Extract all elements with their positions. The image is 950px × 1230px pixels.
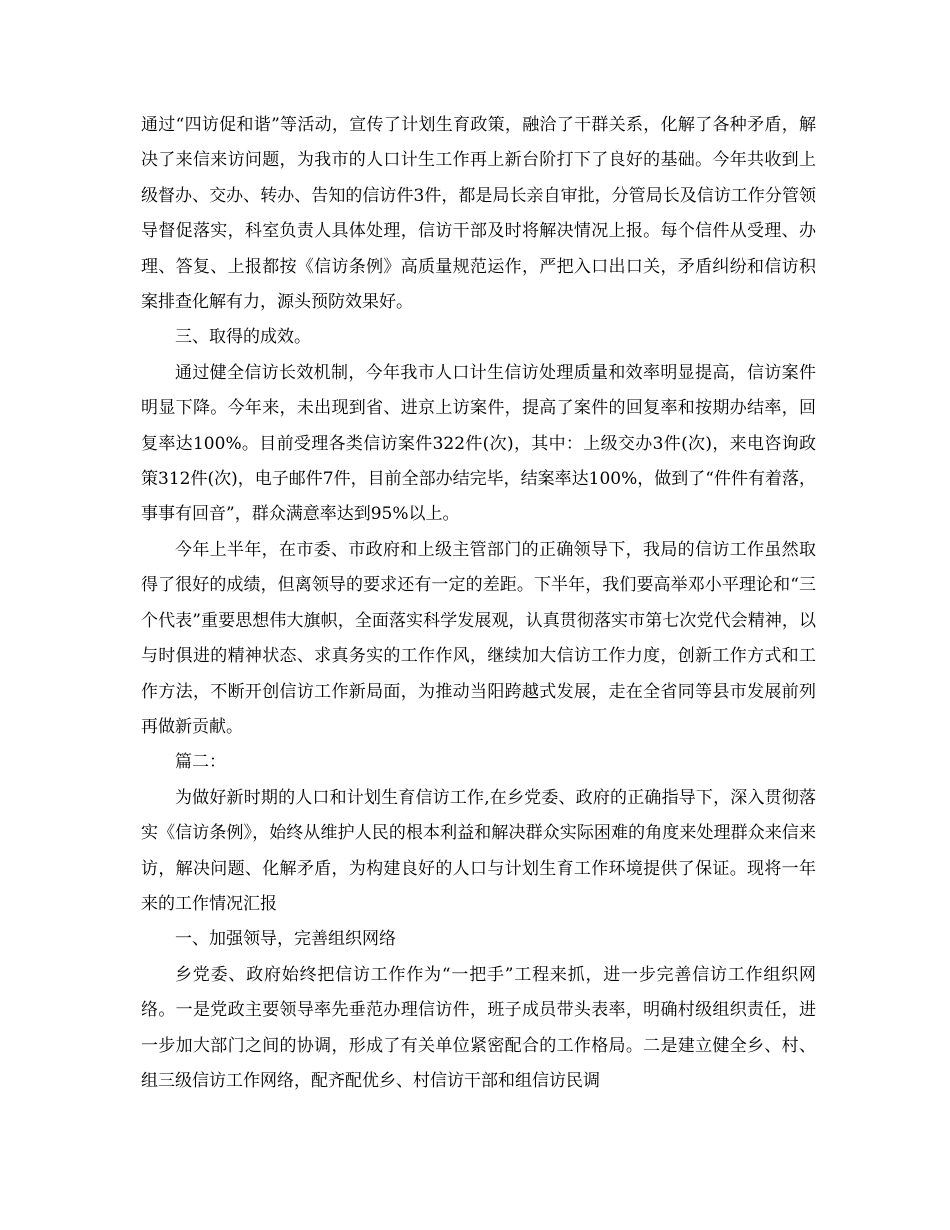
paragraph-2-heading-achievements: 三、取得的成效。 — [175, 327, 311, 348]
paragraph-4: 今年上半年，在市委、市政府和上级主管部门的正确领导下，我局的信访工作虽然取得了很好的成绩，但离领导的要求还有一定的差距。下半年，我们要高举邓小平理论和“三个代表”重要思想伟大旗帜，全面落实科学发展观，认真贯彻落实市第七次党代会精神，以与时俱进的精神状态、求真务实的工作作风，继续加大信访工作力度，创新工作方式和工作方法，不断开创信访工作新局面，为推动当阳跨越式发展，走在全省同等县市发展前列再做新贡献。 — [141, 539, 816, 737]
paragraph-1: 通过“四访促和谐”等活动，宣传了计划生育政策，融洽了干群关系，化解了各种矛盾，解决了来信来访问题，为我市的人口计生工作再上新台阶打下了良好的基础。今年共收到上级督办、交办、转办、告知的信访件3件，都是局长亲自审批，分管局长及信访工作分管领导督促落实，科室负责人具体处理，信访干部及时将解决情况上报。每个信件从受理、办理、答复、上报都按《信访条例》高质量规范运作，严把入口出口关，矛盾纠纷和信访积案排查化解有力，源头预防效果好。 — [141, 115, 816, 313]
paragraph-6: 为做好新时期的人口和计划生育信访工作,在乡党委、政府的正确指导下，深入贯彻落实《信访条例》，始终从维护人民的根本利益和解决群众实际困难的角度来处理群众来信来访，解决问题、化解矛盾，为构建良好的人口与计划生育工作环境提供了保证。现将一年来的工作情况汇报 — [141, 787, 816, 914]
paragraph-5-section-title: 篇二： — [175, 752, 226, 773]
paragraph-7-heading-leadership: 一、加强领导，完善组织网络 — [175, 929, 396, 950]
paragraph-8: 乡党委、政府始终把信访工作作为“一把手”工程来抓，进一步完善信访工作组织网络。一是党政主要领导率先垂范办理信访件，班子成员带头表率，明确村级组织责任，进一步加大部门之间的协调，形成了有关单位紧密配合的工作格局。二是建立健全乡、村、组三级信访工作网络，配齐配优乡、村信访干部和组信访民调 — [141, 964, 816, 1091]
document-page — [141, 108, 816, 1099]
paragraph-3: 通过健全信访长效机制，今年我市人口计生信访处理质量和效率明显提高，信访案件明显下降。今年来，未出现到省、进京上访案件，提高了案件的回复率和按期办结率，回复率达100%。目前受理各类信访案件322件(次)，其中：上级交办3件(次)，来电咨询政策312件(次)，电子邮件7件，目前全部办结完毕，结案率达100%，做到了“件件有着落，事事有回音”，群众满意率达到95%以上。 — [141, 362, 816, 525]
